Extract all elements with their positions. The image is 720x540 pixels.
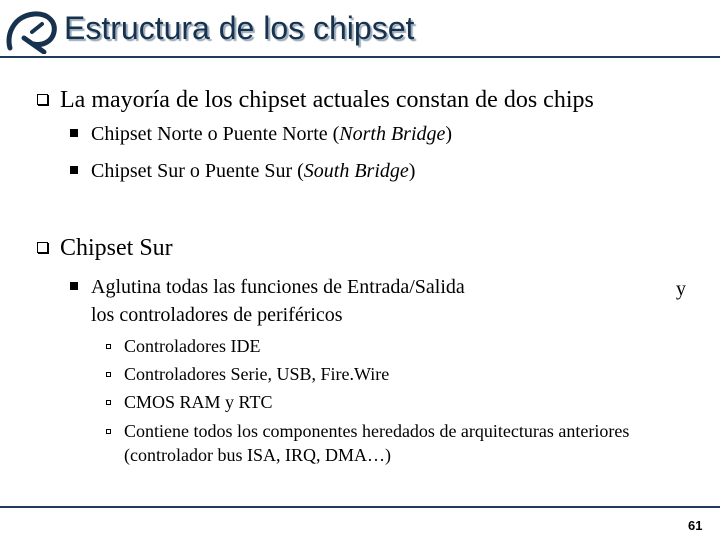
filled-square-icon bbox=[70, 129, 78, 137]
title-divider bbox=[0, 56, 720, 58]
list-item: Controladores Serie, USB, Fire.Wire bbox=[124, 364, 390, 384]
filled-square-icon bbox=[70, 166, 78, 174]
list-item: Contiene todos los componentes heredados de arquitecturas anteriores bbox=[124, 421, 630, 441]
list-item-cont: (controlador bus ISA, IRQ, DMA…) bbox=[124, 445, 391, 465]
small-square-icon bbox=[106, 400, 111, 405]
sub-bullet-text-cont: los controladores de periféricos bbox=[91, 304, 343, 326]
footer-divider bbox=[0, 506, 720, 508]
hollow-square-icon bbox=[37, 94, 48, 105]
sub-bullet-text: Chipset Sur o Puente Sur (South Bridge) bbox=[91, 160, 416, 182]
small-square-icon bbox=[106, 344, 111, 349]
hollow-square-icon bbox=[37, 242, 48, 253]
page-number: 61 bbox=[688, 518, 703, 533]
sub-bullet-text: Chipset Norte o Puente Norte (North Bridge) bbox=[91, 123, 453, 145]
bullet-text: Chipset Sur bbox=[60, 235, 173, 261]
sub-bullet-text: Aglutina todas las funciones de Entrada/Salida bbox=[91, 276, 465, 298]
sub-bullet-text-end: y bbox=[676, 278, 686, 300]
filled-square-icon bbox=[70, 282, 78, 290]
bullet-text: La mayoría de los chipset actuales constan de dos chips bbox=[60, 87, 594, 113]
small-square-icon bbox=[106, 429, 111, 434]
logo-icon bbox=[4, 8, 60, 54]
list-item: CMOS RAM y RTC bbox=[124, 392, 273, 412]
slide-title: Estructura de los chipset bbox=[64, 10, 415, 46]
list-item: Controladores IDE bbox=[124, 336, 261, 356]
small-square-icon bbox=[106, 372, 111, 377]
